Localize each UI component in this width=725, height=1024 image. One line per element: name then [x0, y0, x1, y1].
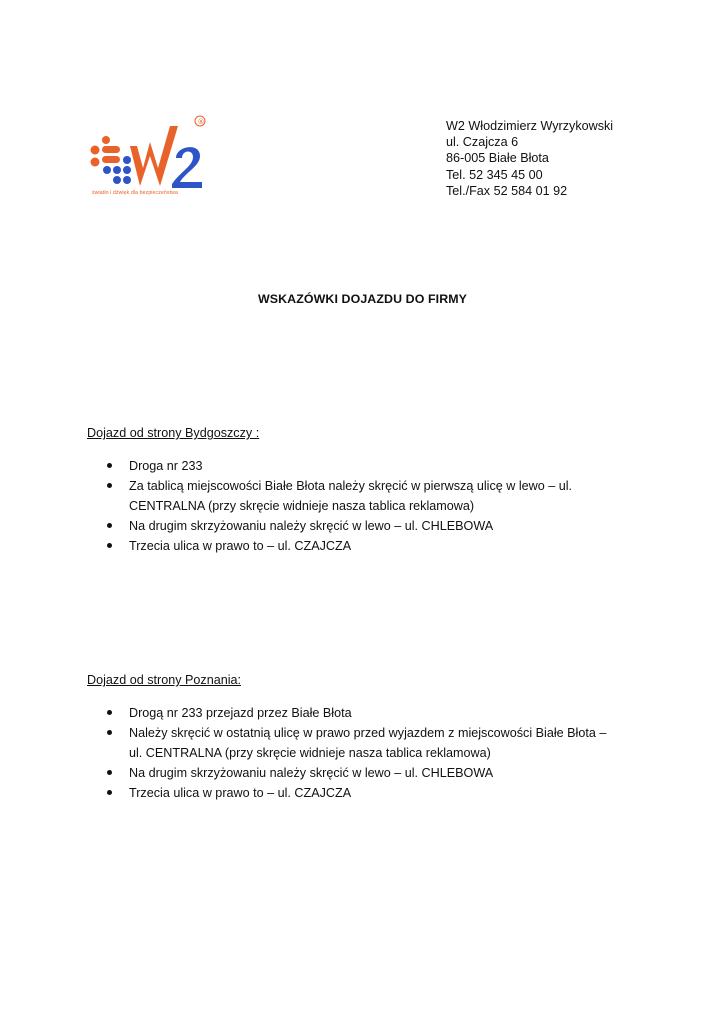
bullet-icon [107, 730, 112, 735]
list-item-text: Należy skręcić w ostatnią ulicę w prawo przed wyjazdem z miejscowości Białe Błota – [129, 726, 607, 740]
bullet-icon [107, 523, 112, 528]
bullet-icon [107, 543, 112, 548]
section-from-poznan [87, 672, 647, 800]
list-item [87, 723, 606, 763]
section-heading: Dojazd od strony Poznania: [87, 673, 242, 687]
list-item-text-continued: CENTRALNA (przy skręcie widnieje nasza tablica reklamowa) [129, 499, 475, 513]
bullet-icon [107, 790, 112, 795]
w2-logo-graphic [88, 112, 218, 192]
list-item [87, 783, 606, 803]
directions-list [87, 456, 572, 556]
list-item [87, 536, 572, 556]
directions-list [87, 703, 606, 803]
list-item-text: Na drugim skrzyżowaniu należy skręcić w lewo – ul. CHLEBOWA [129, 766, 494, 780]
section-from-bydgoszcz [87, 425, 647, 553]
list-item [87, 703, 606, 723]
bullet-icon [107, 463, 112, 468]
registered-mark: ® [197, 117, 205, 126]
list-item-text: Droga nr 233 [129, 459, 203, 473]
phone: Tel. 52 345 45 00 [446, 167, 543, 182]
logo-tagline: światło i dźwięk dla bezpieczeństwa [92, 190, 178, 196]
phone-fax: Tel./Fax 52 584 01 92 [446, 183, 568, 198]
list-item [87, 763, 606, 783]
bullet-icon [107, 710, 112, 715]
list-item-text: Drogą nr 233 przejazd przez Białe Błota [129, 706, 352, 720]
company-name: W2 Włodzimierz Wyrzykowski [446, 119, 614, 133]
list-item [87, 516, 572, 536]
section-heading: Dojazd od strony Bydgoszczy : [87, 426, 260, 440]
street-address: ul. Czajcza 6 [446, 135, 519, 150]
bullet-icon [107, 770, 112, 775]
list-item [87, 456, 572, 476]
list-item-text: Trzecia ulica w prawo to – ul. CZAJCZA [129, 786, 352, 800]
postal-city: 86-005 Białe Błota [446, 151, 549, 166]
list-item-text-continued: ul. CENTRALNA (przy skręcie widnieje nasza tablica reklamowa) [129, 746, 491, 760]
company-address [446, 118, 613, 199]
bullet-icon [107, 483, 112, 488]
list-item-text: Na drugim skrzyżowaniu należy skręcić w lewo – ul. CHLEBOWA [129, 519, 494, 533]
list-item-text: Za tablicą miejscowości Białe Błota należy skręcić w pierwszą ulicę w lewo – ul. [129, 479, 573, 493]
company-logo [88, 112, 218, 204]
document-title: WSKAZÓWKI DOJAZDU DO FIRMY [257, 292, 468, 306]
list-item-text: Trzecia ulica w prawo to – ul. CZAJCZA [129, 539, 352, 553]
list-item [87, 476, 572, 516]
